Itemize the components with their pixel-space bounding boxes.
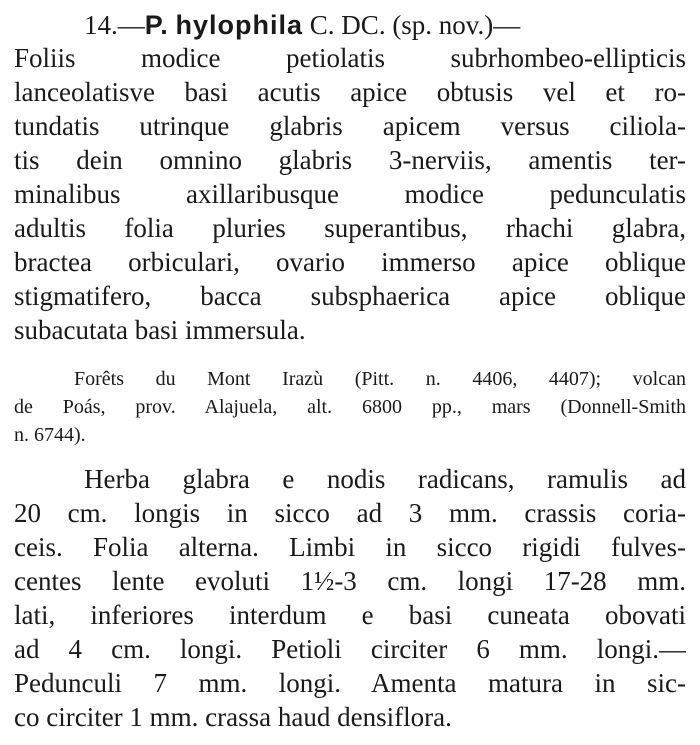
species-name: hylophila [175, 12, 304, 40]
diagnosis-line: lanceolatisve basi acutis apice obtusis vel et ro- [14, 79, 686, 107]
diagnosis-line: stigmatifero, bacca subsphaerica apice oblique [14, 283, 686, 311]
entry-number: 14.— [84, 12, 145, 40]
heading-authority: C. DC. (sp. nov.)— [309, 12, 521, 40]
genus-abbreviation: P. [144, 12, 169, 40]
diagnosis-line: tundatis utrinque glabris apicem versus ciliola- [14, 113, 686, 141]
description-line: centes lente evoluti 1½-3 cm. longi 17-28 mm. [14, 568, 686, 596]
locality-line: Forêts du Mont Irazù (Pitt. n. 4406, 4407); volcan [74, 369, 686, 390]
description-line: co circiter 1 mm. crassa haud densiflora. [14, 704, 452, 732]
diagnosis-line: adultis folia pluries superantibus, rhachi glabra, [14, 215, 686, 243]
description-line: 20 cm. longis in sicco ad 3 mm. crassis coria- [14, 500, 686, 528]
locality-line: de Poás, prov. Alajuela, alt. 6800 pp., mars (Donnell-Smith [14, 397, 686, 418]
description-line: Herba glabra e nodis radicans, ramulis ad [84, 466, 686, 494]
description-line: ad 4 cm. longi. Petioli circiter 6 mm. longi.— [14, 636, 686, 664]
diagnosis-line: tis dein omnino glabris 3-nerviis, amentis ter- [14, 147, 686, 175]
description-line: lati, inferiores interdum e basi cuneata obovati [14, 602, 686, 630]
diagnosis-line: minalibus axillaribusque modice pedunculatis [14, 181, 686, 209]
description-line: Pedunculi 7 mm. longi. Amenta matura in sic- [14, 670, 686, 698]
diagnosis-line: bractea orbiculari, ovario immerso apice oblique [14, 249, 686, 277]
entry-heading [84, 12, 686, 43]
locality-line: n. 6744). [14, 425, 86, 446]
diagnosis-line: subacutata basi immersula. [14, 317, 306, 345]
description-line: ceis. Folia alterna. Limbi in sicco rigidi fulves- [14, 534, 686, 562]
diagnosis-line: Foliis modice petiolatis subrhombeo-ellipticis [14, 45, 686, 73]
